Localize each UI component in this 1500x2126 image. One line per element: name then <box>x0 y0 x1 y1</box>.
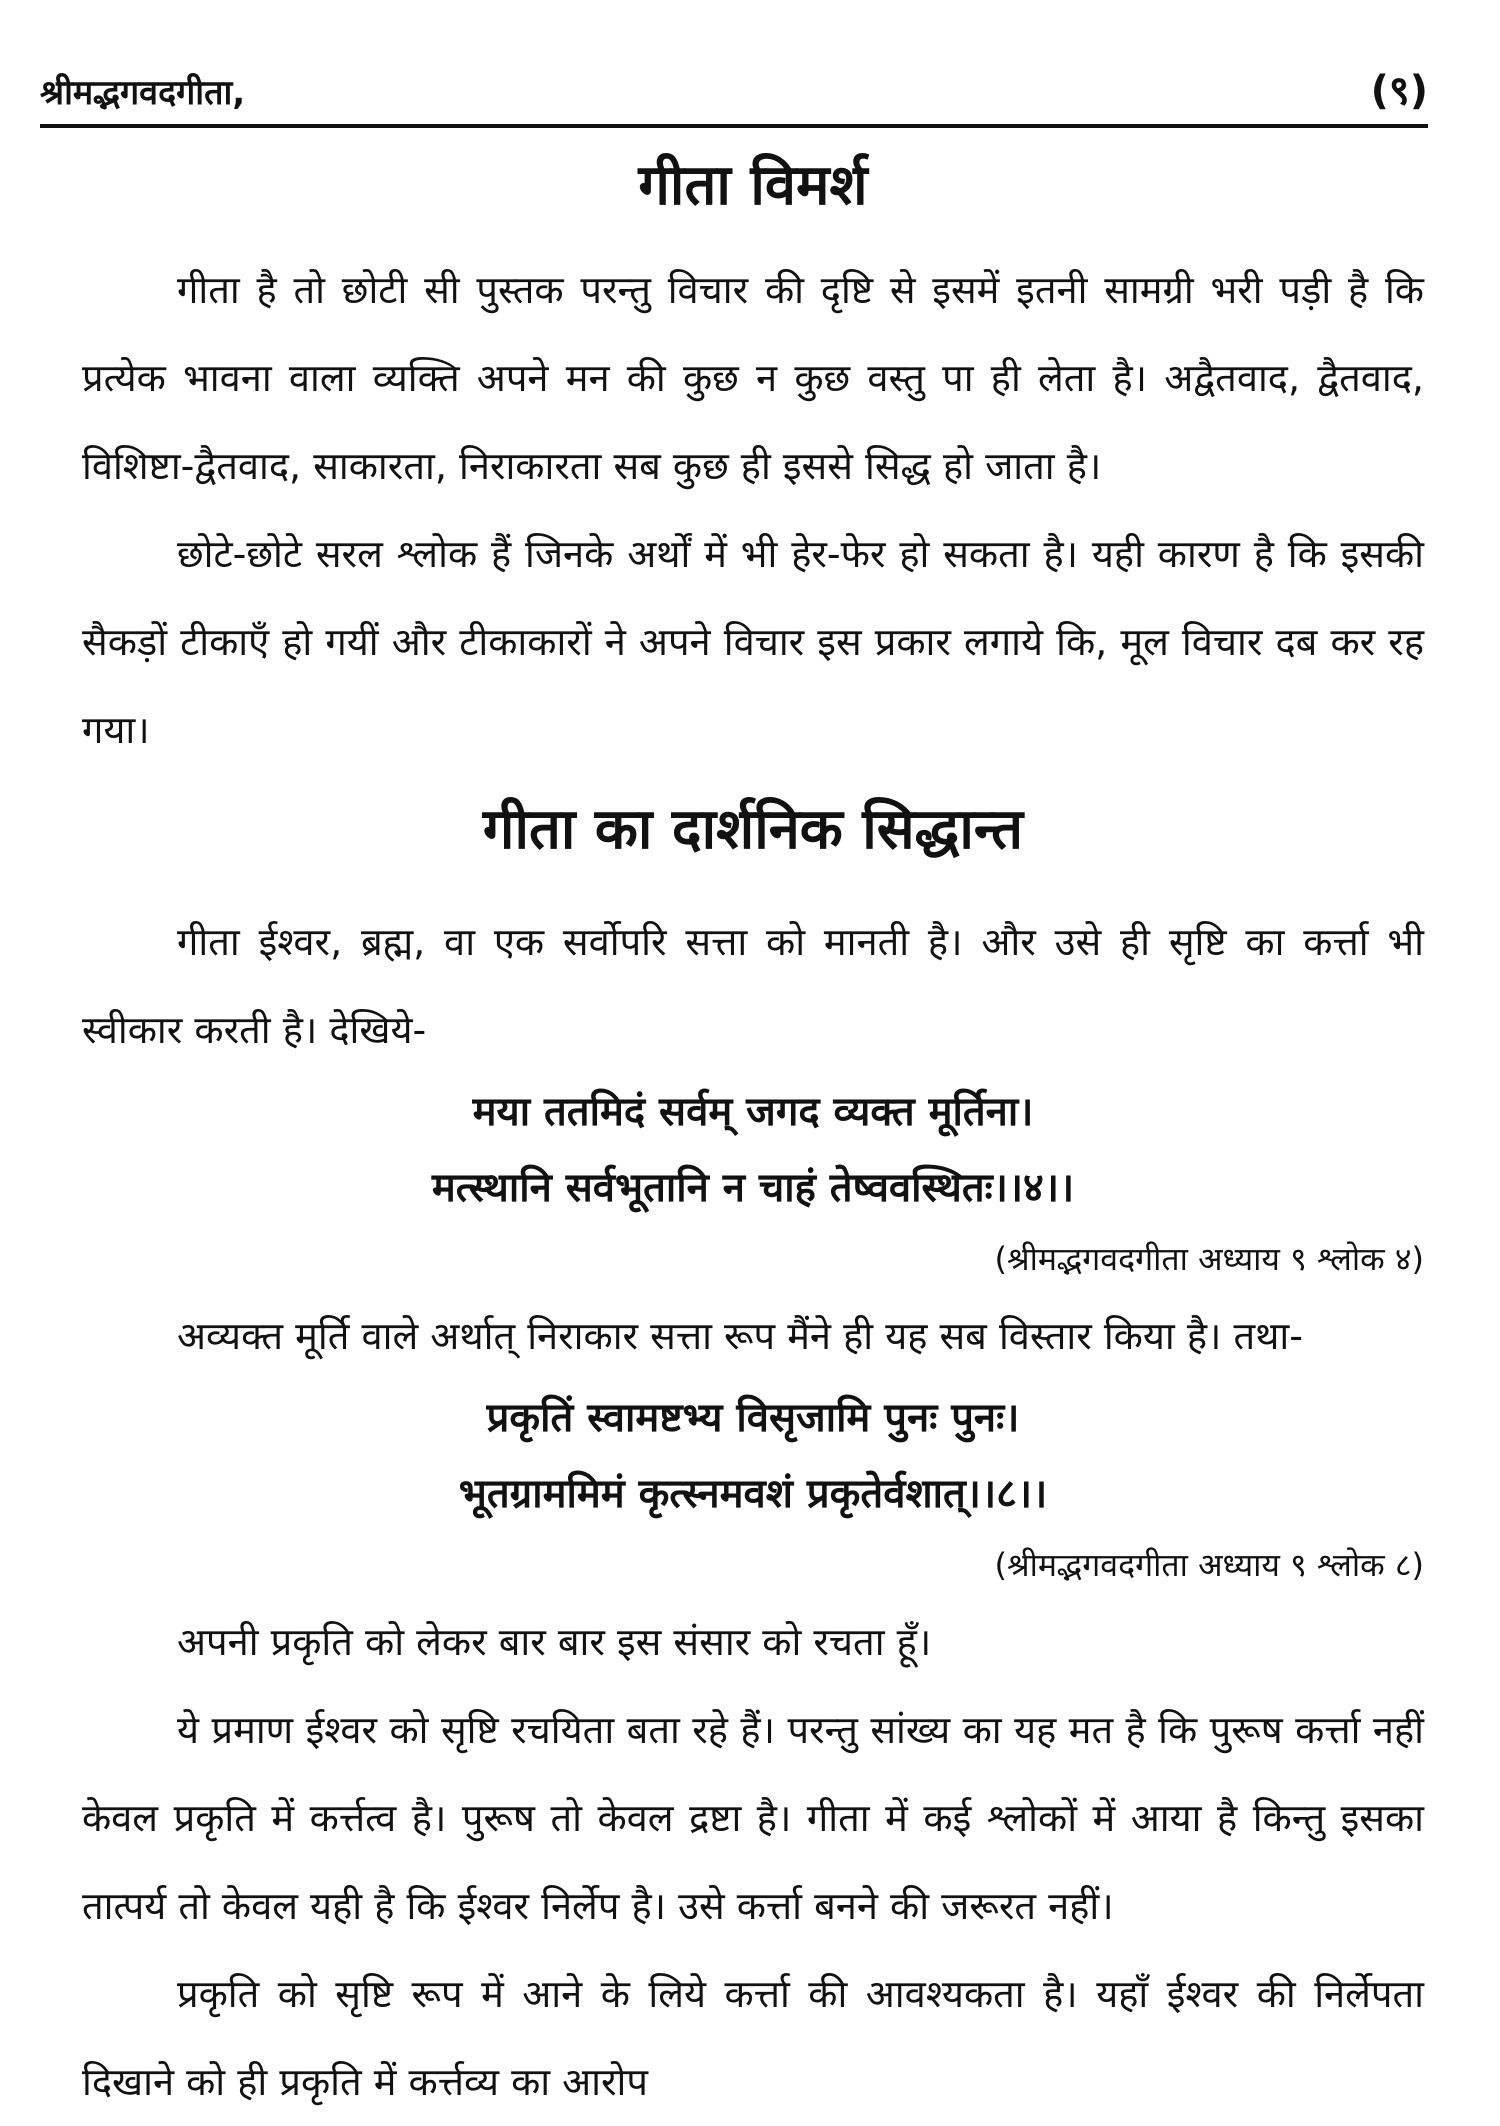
verse-line: मया ततमिदं सर्वम् जगद व्यक्त मूर्तिना। <box>472 1089 1034 1135</box>
paragraph: अव्यक्त मूर्ति वाले अर्थात् निराकार सत्ता रूप मैंने ही यह सब विस्तार किया है। तथा- <box>177 1314 1303 1358</box>
paragraph: छोटे-छोटे सरल श्लोक हैं जिनके अर्थों में भी हेर-फेर हो सकता है। यही कारण है कि इसकी सैकड़ों टीकाएँ हो गयीं और टीकाकारों ने अपने विचार इस प्रकार लगाये कि, मूल विचार दब कर रह गया। <box>82 532 1424 752</box>
book-title: श्रीमद्भगवदगीता, <box>40 73 246 113</box>
paragraph: अपनी प्रकृति को लेकर बार बार इस संसार को रचता हूँ। <box>177 1620 932 1664</box>
page-content <box>82 140 1424 2126</box>
paragraph: गीता ईश्वर, ब्रह्म, वा एक सर्वोपरि सत्ता को मानती है। और उसे ही सृष्टि का कर्त्ता भी स्वीकार करती है। देखिये- <box>82 920 1424 1052</box>
paragraph: ये प्रमाण ईश्वर को सृष्टि रचयिता बता रहे हैं। परन्तु सांख्य का यह मत है कि पुरूष कर्त्ता नहीं केवल प्रकृति में कर्त्तत्व है। पुरूष तो केवल द्रष्टा है। गीता में कई श्लोकों में आया है किन्तु इसका तात्पर्य तो केवल यही है कि ईश्वर निर्लेप है। उसे कर्त्ता बनने की जरूरत नहीं। <box>82 1708 1424 1928</box>
page-header <box>40 62 1428 128</box>
verse-line: मत्स्थानि सर्वभूतानि न चाहं तेष्ववस्थितः।।४।। <box>431 1165 1075 1211</box>
paragraph: गीता है तो छोटी सी पुस्तक परन्तु विचार की दृष्टि से इसमें इतनी सामग्री भरी पड़ी है कि प्रत्येक भावना वाला व्यक्ति अपने मन की कुछ न कुछ वस्तु पा ही लेता है। अद्वैतवाद, द्वैतवाद, विशिष्टा-द्वैतवाद, साकारता, निराकारता सब कुछ ही इससे सिद्ध हो जाता है। <box>82 268 1424 488</box>
verse-citation: (श्रीमद्भगवदगीता अध्याय ९ श्लोक ४) <box>994 1240 1424 1278</box>
verse-line: प्रकृतिं स्वामष्टभ्य विसृजामि पुनः पुनः। <box>486 1395 1020 1441</box>
section-heading-darshanik-siddhant: गीता का दार्शनिक सिद्धान्त <box>482 797 1024 862</box>
page-number: (९) <box>1370 68 1428 114</box>
verse-line: भूतग्राममिमं कृत्स्नमवशं प्रकृतेर्वशात्।।८।। <box>458 1471 1048 1517</box>
paragraph: प्रकृति को सृष्टि रूप में आने के लिये कर्त्ता की आवश्यकता है। यहाँ ईश्वर की निर्लेपता दिखाने को ही प्रकृति में कर्त्तव्य का आरोप <box>82 1972 1424 2104</box>
section-heading-gita-vimarsh: गीता विमर्श <box>638 153 868 218</box>
verse-citation: (श्रीमद्भगवदगीता अध्याय ९ श्लोक ८) <box>994 1546 1424 1584</box>
